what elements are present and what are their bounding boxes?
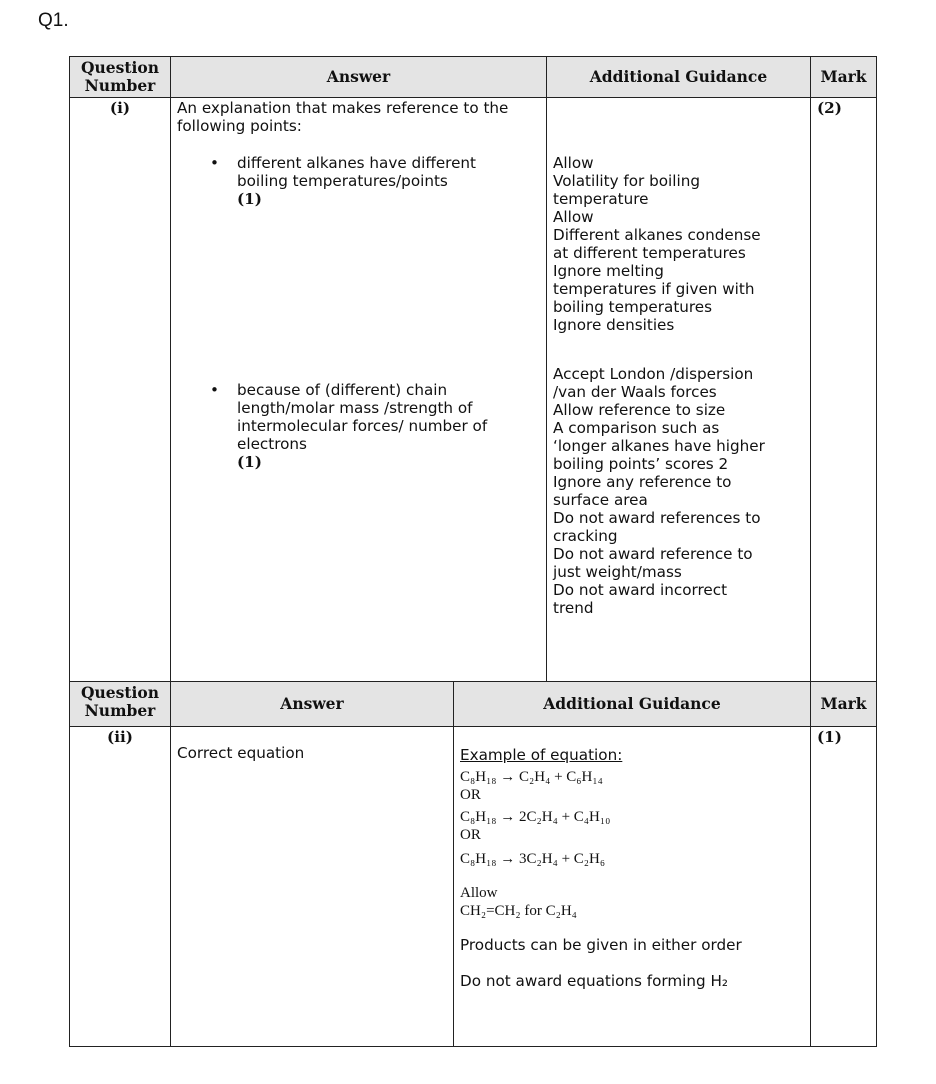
mark-scheme-table-part-ii	[69, 681, 877, 1047]
question-label: Q1.	[38, 10, 69, 31]
guidance-line: Ignore any reference to	[553, 473, 732, 491]
guidance-line: at different temperatures	[553, 244, 746, 262]
point-2-text: because of (different) chain length/molar mass /strength of intermolecular forces/ number of electrons	[237, 381, 488, 453]
guidance-line: Volatility for boiling	[553, 172, 700, 190]
answer-point-2	[177, 381, 540, 471]
example-heading: Example of equation:	[460, 746, 623, 764]
answer-text: Correct equation	[177, 744, 305, 762]
header-mark: Mark	[811, 57, 877, 98]
guidance-line: Ignore densities	[553, 316, 675, 334]
allow-label: Allow	[460, 885, 498, 901]
point-1-mark: (1)	[237, 190, 262, 208]
answer-cell	[171, 727, 454, 1047]
answer-row	[70, 98, 877, 684]
guidance-line: Different alkanes condense	[553, 226, 761, 244]
guidance-line: just weight/mass	[553, 563, 682, 581]
guidance-block-2	[553, 365, 804, 617]
header-question-number: Question Number	[70, 57, 171, 98]
guidance-line: Accept London /dispersion	[553, 365, 754, 383]
or-label: OR	[460, 787, 481, 803]
answer-row	[70, 727, 877, 1047]
guidance-line: surface area	[553, 491, 648, 509]
answer-cell	[171, 98, 547, 684]
guidance-line: Do not award reference to	[553, 545, 753, 563]
guidance-line: trend	[553, 599, 594, 617]
guidance-line: Allow reference to size	[553, 401, 726, 419]
guidance-line: /van der Waals forces	[553, 383, 717, 401]
header-guidance: Additional Guidance	[547, 57, 811, 98]
bullet-icon: •	[210, 154, 219, 172]
guidance-line: Ignore melting	[553, 262, 664, 280]
guidance-line: temperatures if given with	[553, 280, 755, 298]
total-mark: (1)	[811, 727, 877, 1047]
header-row	[70, 57, 877, 98]
header-mark: Mark	[811, 682, 877, 727]
guidance-line: A comparison such as	[553, 419, 720, 437]
question-number: (ii)	[70, 727, 171, 1047]
header-guidance: Additional Guidance	[454, 682, 811, 727]
or-label: OR	[460, 827, 481, 843]
question-number: (i)	[70, 98, 171, 684]
answer-intro: An explanation that makes reference to the following points:	[177, 99, 509, 135]
equation-1: C₈H₁₈ → C₂H₄ + C₆H₁₄	[460, 769, 603, 785]
guidance-cell	[547, 98, 811, 684]
guidance-line: temperature	[553, 190, 649, 208]
guidance-block-1	[553, 154, 804, 334]
point-2-mark: (1)	[237, 453, 262, 471]
guidance-line: ‘longer alkanes have higher	[553, 437, 765, 455]
header-answer: Answer	[171, 682, 454, 727]
guidance-line: Allow	[553, 208, 594, 226]
header-row	[70, 682, 877, 727]
products-note: Products can be given in either order	[460, 936, 742, 954]
guidance-line: Allow	[553, 154, 594, 172]
total-mark: (2)	[811, 98, 877, 684]
guidance-line: Do not award references to	[553, 509, 761, 527]
do-not-award-note: Do not award equations forming H₂	[460, 972, 728, 990]
header-question-number: Question Number	[70, 682, 171, 727]
equation-2: C₈H₁₈ → 2C₂H₄ + C₄H₁₀	[460, 809, 611, 825]
allow-text: CH₂=CH₂ for C₂H₄	[460, 903, 577, 919]
mark-scheme-table-part-i	[69, 56, 877, 684]
point-1-text: different alkanes have different boiling temperatures/points	[237, 154, 476, 190]
guidance-line: boiling temperatures	[553, 298, 713, 316]
bullet-icon: •	[210, 381, 219, 399]
equation-3: C₈H₁₈ → 3C₂H₄ + C₂H₆	[460, 851, 606, 867]
guidance-line: Do not award incorrect	[553, 581, 728, 599]
guidance-cell	[454, 727, 811, 1047]
guidance-line: cracking	[553, 527, 618, 545]
guidance-line: boiling points’ scores 2	[553, 455, 729, 473]
header-answer: Answer	[171, 57, 547, 98]
answer-point-1	[177, 154, 540, 208]
